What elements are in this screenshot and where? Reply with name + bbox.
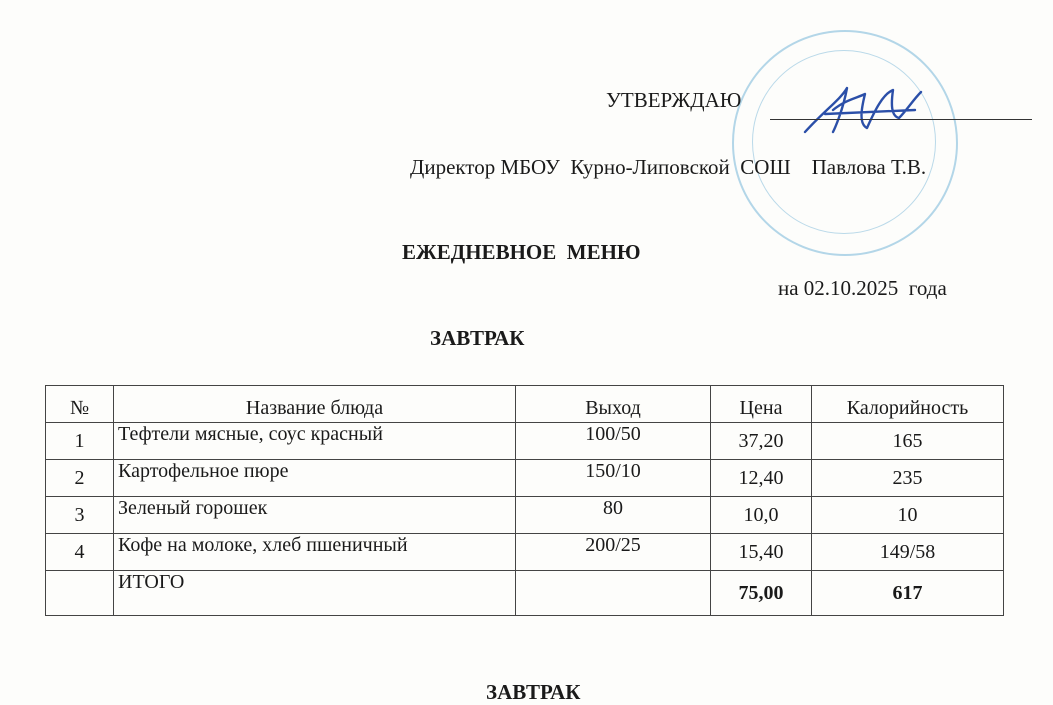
header-dish-name: Название блюда [114,386,516,423]
total-output-cell [516,571,711,616]
menu-date: на 02.10.2025 года [778,276,947,300]
dish-calories: 149/58 [812,534,1004,571]
dish-calories: 10 [812,497,1004,534]
dish-price: 37,20 [711,423,812,460]
table-row [46,534,1004,571]
dish-output: 200/25 [516,534,711,571]
total-price: 75,00 [711,571,812,616]
dish-output: 100/50 [516,423,711,460]
row-number: 3 [46,497,114,534]
row-number: 2 [46,460,114,497]
dish-name: Зеленый горошек [114,497,516,534]
dish-name: Картофельное пюре [114,460,516,497]
dish-price: 15,40 [711,534,812,571]
dish-output: 80 [516,497,711,534]
header-calories: Калорийность [812,386,1004,423]
signature-line [770,119,1032,120]
dish-output: 150/10 [516,460,711,497]
table-header-row [46,386,1004,423]
total-label: ИТОГО [114,571,516,616]
row-number: 4 [46,534,114,571]
dish-calories: 165 [812,423,1004,460]
header-price: Цена [711,386,812,423]
table-total-row [46,571,1004,616]
header-output: Выход [516,386,711,423]
menu-table [45,385,1004,616]
table-row [46,497,1004,534]
total-number-cell [46,571,114,616]
dish-name: Тефтели мясные, соус красный [114,423,516,460]
dish-price: 10,0 [711,497,812,534]
director-signature [795,70,935,150]
row-number: 1 [46,423,114,460]
section-title-breakfast-2: ЗАВТРАК [486,680,581,704]
header-number: № [46,386,114,423]
table-row [46,423,1004,460]
menu-title: ЕЖЕДНЕВНОЕ МЕНЮ [402,240,641,264]
approve-label: УТВЕРЖДАЮ [606,88,742,112]
dish-price: 12,40 [711,460,812,497]
total-calories: 617 [812,571,1004,616]
table-row [46,460,1004,497]
dish-calories: 235 [812,460,1004,497]
section-title-breakfast: ЗАВТРАК [430,326,525,350]
director-line: Директор МБОУ Курно-Липовской СОШ Павлова Т.В. [410,155,927,179]
dish-name: Кофе на молоке, хлеб пшеничный [114,534,516,571]
